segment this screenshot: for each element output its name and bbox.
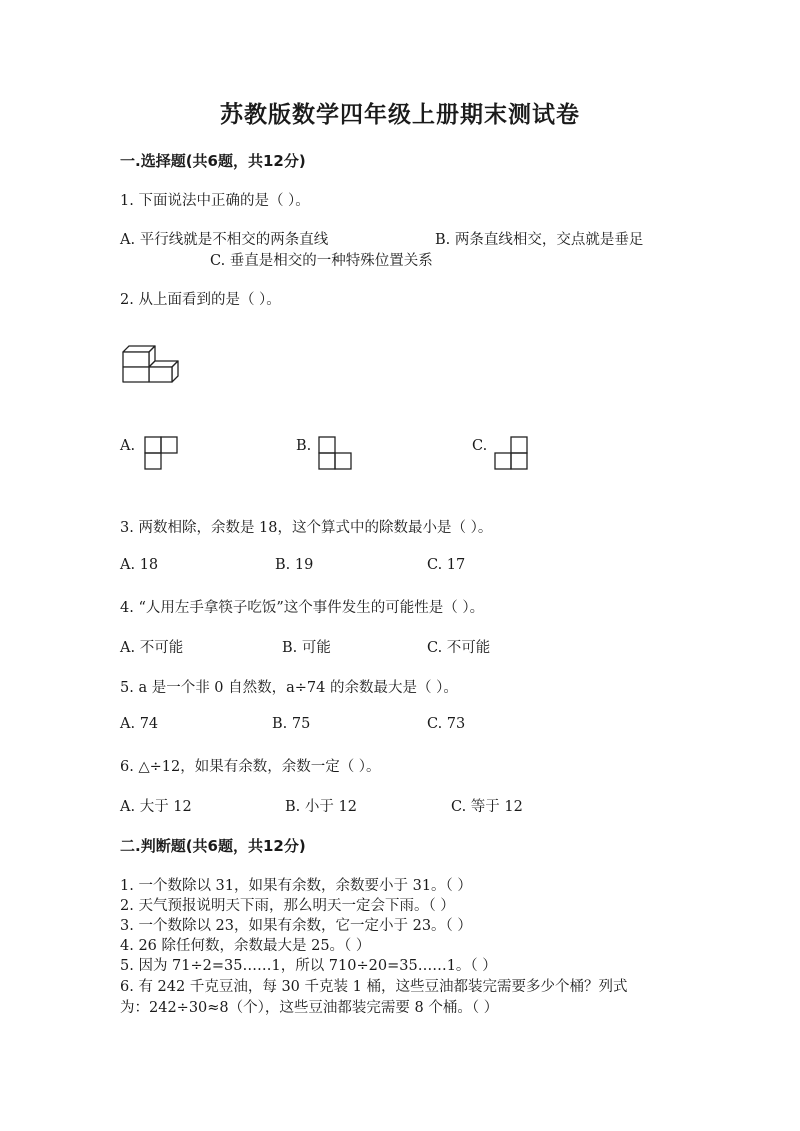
page-title: 苏教版数学四年级上册期末测试卷 (220, 102, 580, 128)
q4-option-b[interactable]: B. 可能 (282, 640, 331, 656)
question-4: 4. “人用左手拿筷子吃饭”这个事件发生的可能性是（ ）。 (120, 600, 485, 616)
top-view-shape-a-icon (144, 436, 178, 470)
q6-option-a[interactable]: A. 大于 12 (120, 799, 192, 815)
question-3: 3. 两数相除，余数是 18，这个算式中的除数最小是（ ）。 (120, 520, 493, 536)
section-heading-judgment: 二.判断题(共6题，共12分) (120, 837, 306, 855)
q4-option-a[interactable]: A. 不可能 (120, 640, 184, 656)
judgment-item-1: 1. 一个数除以 31，如果有余数，余数要小于 31。（ ） (120, 878, 472, 894)
q4-option-c[interactable]: C. 不可能 (427, 640, 491, 656)
judgment-item-5: 5. 因为 71÷2=35……1，所以 710÷20=35……1。（ ） (120, 958, 497, 974)
question-6: 6. △÷12，如果有余数，余数一定（ ）。 (120, 759, 381, 775)
question-2: 2. 从上面看到的是（ ）。 (120, 292, 281, 308)
q6-option-b[interactable]: B. 小于 12 (285, 799, 357, 815)
judgment-item-6: 6. 有 242 千克豆油，每 30 千克装 1 桶，这些豆油都装完需要多少个桶？列式 (120, 979, 628, 995)
q1-option-a[interactable]: A. 平行线就是不相交的两条直线 (120, 232, 329, 248)
top-view-shape-c-icon (494, 436, 528, 470)
judgment-item-4: 4. 26 除任何数，余数最大是 25。（ ） (120, 938, 371, 954)
q3-option-a[interactable]: A. 18 (120, 557, 159, 573)
q2-option-a[interactable]: A. (120, 438, 136, 454)
question-5: 5. a 是一个非 0 自然数，a÷74 的余数最大是（ ）。 (120, 680, 458, 696)
section-heading-choice: 一.选择题(共6题，共12分) (120, 152, 306, 170)
q5-option-a[interactable]: A. 74 (120, 716, 159, 732)
q2-option-b[interactable]: B. (296, 438, 312, 454)
q6-option-c[interactable]: C. 等于 12 (451, 799, 523, 815)
q5-option-b[interactable]: B. 75 (272, 716, 311, 732)
q2-option-c[interactable]: C. (472, 438, 488, 454)
judgment-item-3: 3. 一个数除以 23，如果有余数，它一定小于 23。（ ） (120, 918, 472, 934)
top-view-shape-b-icon (318, 436, 352, 470)
q5-option-c[interactable]: C. 73 (427, 716, 466, 732)
judgment-item-6-continued: 为：242÷30≈8（个），这些豆油都装完需要 8 个桶。（ ） (120, 1000, 499, 1016)
cube-stack-icon (120, 342, 182, 388)
question-1: 1. 下面说法中正确的是（ ）。 (120, 193, 310, 209)
q1-option-c[interactable]: C. 垂直是相交的一种特殊位置关系 (210, 253, 433, 269)
q1-option-b[interactable]: B. 两条直线相交，交点就是垂足 (435, 232, 644, 248)
q3-option-c[interactable]: C. 17 (427, 557, 466, 573)
judgment-item-2: 2. 天气预报说明天下雨，那么明天一定会下雨。（ ） (120, 898, 455, 914)
q3-option-b[interactable]: B. 19 (275, 557, 314, 573)
